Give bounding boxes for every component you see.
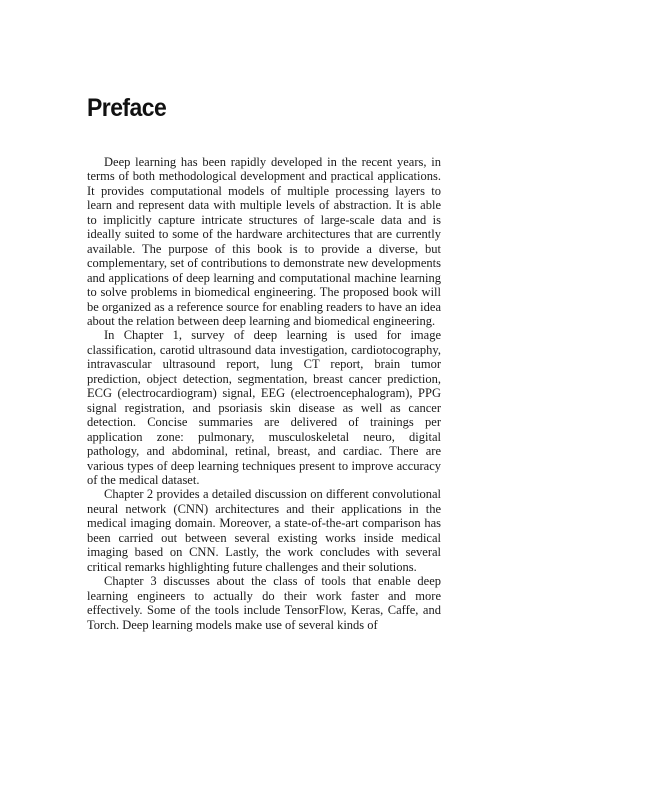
- page-title: Preface: [87, 94, 167, 122]
- paragraph-intro: Deep learning has been rapidly developed in the recent years, in terms of both methodological development and practical applications. It provides computational models of multiple processing layers to learn and represent data with multiple levels of abstraction. It is able to implicitly capture intricate structures of large-scale data and is ideally suited to some of the hardware architectures that are currently available. The purpose of this book is to provide a diverse, but complementary, set of contributions to demonstrate new developments and applications of deep learning and computational machine learning to solve problems in biomedical engineering. The proposed book will be organized as a reference source for enabling readers to have an idea about the relation between deep learning and biomedical engineering.: [87, 155, 441, 328]
- preface-body: [87, 155, 441, 632]
- paragraph-chapter-1: In Chapter 1, survey of deep learning is used for image classification, carotid ultrasound data investigation, cardiotocography, intravascular ultrasound report, lung CT report, brain tumor prediction, object detection, segmentation, breast cancer prediction, ECG (electrocardiogram) signal, EEG (electroencephalogram), PPG signal registration, and psoriasis skin disease as well as cancer detection. Concise summaries are delivered of trainings per application zone: pulmonary, musculoskeletal neuro, digital pathology, and abdominal, retinal, breast, and cardiac. There are various types of deep learning techniques present to improve accuracy of the medical dataset.: [87, 328, 441, 487]
- paragraph-chapter-3: Chapter 3 discusses about the class of tools that enable deep learning engineers to actually do their work faster and more effectively. Some of the tools include TensorFlow, Keras, Caffe, and Torch. Deep learning models make use of several kinds of: [87, 574, 441, 632]
- paragraph-chapter-2: Chapter 2 provides a detailed discussion on different convolutional neural network (CNN) architectures and their applications in the medical imaging domain. Moreover, a state-of-the-art comparison has been carried out between several existing works inside medical imaging based on CNN. Lastly, the work concludes with several critical remarks highlighting future challenges and their solutions.: [87, 487, 441, 574]
